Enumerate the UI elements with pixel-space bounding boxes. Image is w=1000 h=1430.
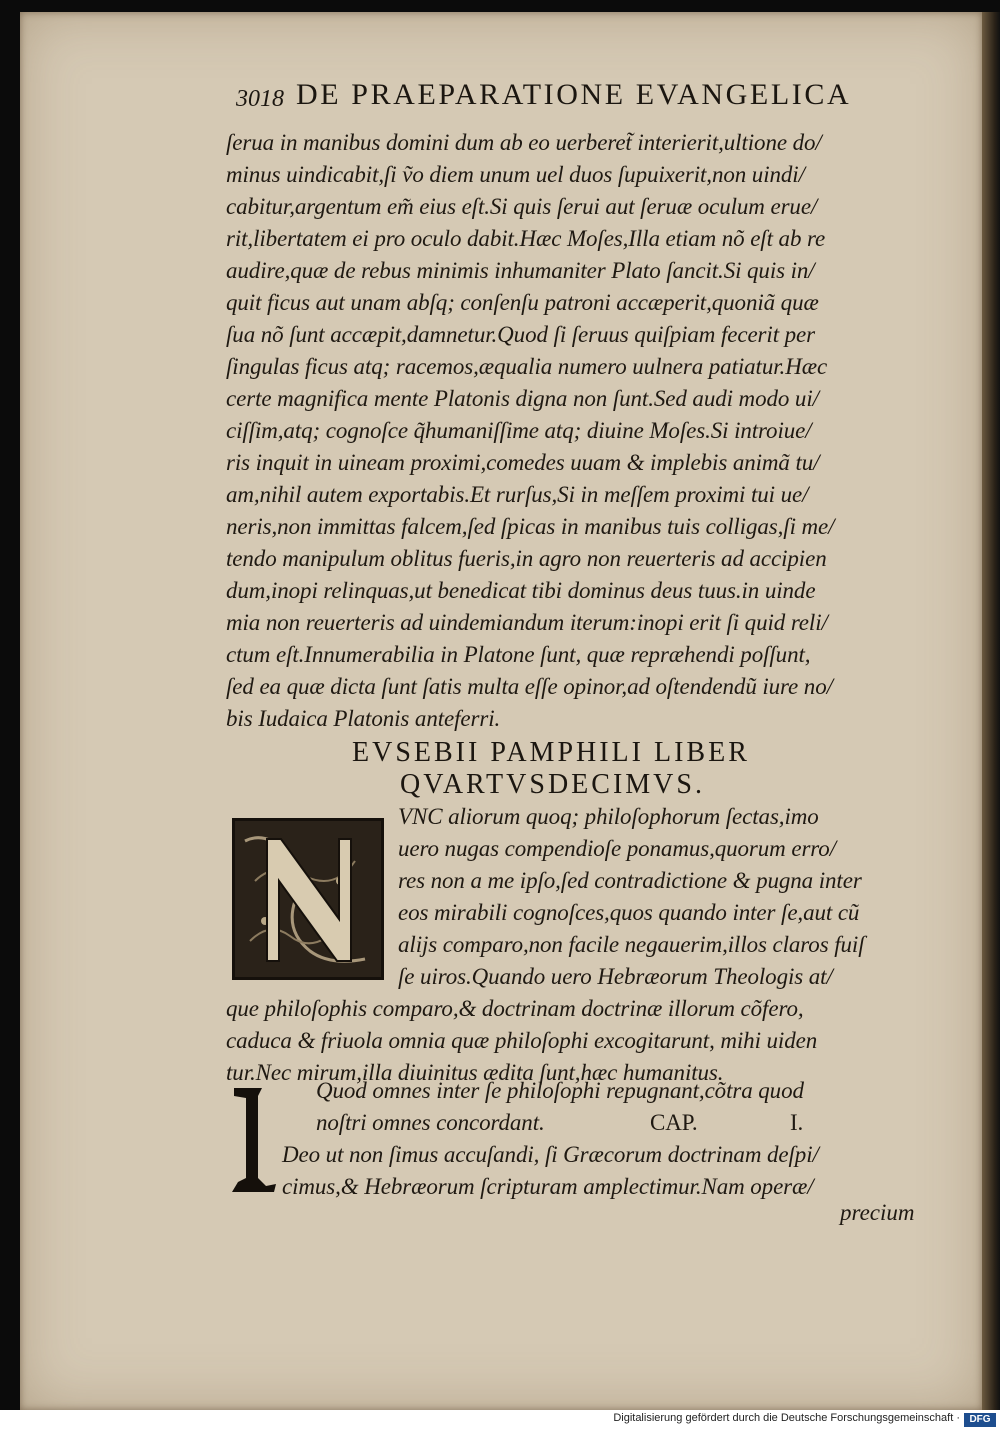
intro-line: que philoſophis comparo,& doctrinam doctrinæ illorum cõfero, bbox=[226, 996, 804, 1021]
body-line: mia non reuerteris ad uindemiandum iterum:inopi erit ſi quid reli/ bbox=[226, 610, 828, 635]
catchword: precium bbox=[840, 1200, 915, 1225]
body-line: certe magnifica mente Platonis digna non ſunt.Sed audi modo ui/ bbox=[226, 386, 819, 411]
dfg-logo: DFG bbox=[964, 1413, 996, 1427]
chapter-initial-i bbox=[228, 1082, 282, 1194]
book-heading-line1: EVSEBII PAMPHILI LIBER bbox=[352, 737, 750, 768]
intro-line: caduca & friuola omnia quæ philoſophi excogitarunt, mihi uiden bbox=[226, 1028, 818, 1053]
chapter-text-line: Deo ut non ſimus accuſandi, ſi Græcorum doctrinam deſpi/ bbox=[282, 1142, 819, 1167]
body-line: tendo manipulum oblitus fueris,in agro non reuerteris ad accipien bbox=[226, 546, 827, 571]
body-line: ris inquit in uineam proximi,comedes uuam & implebis animã tu/ bbox=[226, 450, 820, 475]
body-line: cabitur,argentum em̃ eius eſt.Si quis ſerui aut ſeruæ oculum erue/ bbox=[226, 194, 818, 219]
body-line: rit,libertatem ei pro oculo dabit.Hæc Moſes,Illa etiam nõ eſt ab re bbox=[226, 226, 826, 251]
funding-credit: Digitalisierung gefördert durch die Deutsche Forschungsgemeinschaft · bbox=[613, 1412, 960, 1424]
chapter-number: I. bbox=[790, 1110, 804, 1135]
running-title: DE PRAEPARATIONE EVANGELICA bbox=[296, 78, 852, 111]
page-edge-shadow bbox=[982, 12, 1000, 1410]
body-line: quit ficus aut unam abſq; conſenſu patroni accæperit,quoniã quæ bbox=[226, 290, 819, 315]
body-line: minus uindicabit,ſi ṽo diem unum uel duos ſupuixerit,non uindi/ bbox=[226, 162, 805, 187]
body-line: ſerua in manibus domini dum ab eo uerberet̃ interierit,ultione do/ bbox=[226, 130, 822, 155]
intro-line: eos mirabili cognoſces,quos quando inter ſe,aut cũ bbox=[398, 900, 860, 925]
body-line: audire,quæ de rebus minimis inhumaniter Plato ſancit.Si quis in/ bbox=[226, 258, 815, 283]
intro-line: alijs comparo,non facile negauerim,illos claros fuiſ bbox=[398, 932, 865, 957]
ornamental-initial-n bbox=[232, 818, 384, 980]
body-line: bis Iudaica Platonis anteferri. bbox=[226, 706, 501, 731]
intro-line: tur.Nec mirum,illa diuinitus ædita ſunt,hæc humanitus. bbox=[226, 1060, 724, 1085]
chapter-text-line: cimus,& Hebræorum ſcripturam amplectimur.Nam operæ/ bbox=[282, 1174, 814, 1199]
running-head bbox=[236, 78, 936, 118]
body-line: ſed ea quæ dicta ſunt ſatis multa eſſe opinor,ad oſtendendũ iure no/ bbox=[226, 674, 833, 699]
chapter-heading-line2: noſtri omnes concordant. bbox=[316, 1110, 545, 1135]
body-line: am,nihil autem exportabis.Et rurſus,Si in meſſem proximi tui ue/ bbox=[226, 482, 809, 507]
body-line: dum,inopi relinquas,ut benedicat tibi dominus deus tuus.in uinde bbox=[226, 578, 816, 603]
intro-line: VNC aliorum quoq; philoſophorum ſectas,imo bbox=[398, 804, 819, 829]
intro-line: res non a me ipſo,ſed contradictione & pugna inter bbox=[398, 868, 862, 893]
body-line: ſingulas ficus atq; racemos,æqualia numero uulnera patiatur.Hæc bbox=[226, 354, 828, 379]
chapter-label: CAP. bbox=[650, 1110, 698, 1135]
chapter-heading-line1: Quod omnes inter ſe philoſophi repugnant,cõtra quod bbox=[316, 1078, 804, 1103]
digitization-footer bbox=[0, 1410, 1000, 1430]
body-line: ctum eſt.Innumerabilia in Platone ſunt, quæ repræhendi poſſunt, bbox=[226, 642, 811, 667]
intro-line: ſe uiros.Quando uero Hebræorum Theologis at/ bbox=[398, 964, 833, 989]
intro-line: uero nugas compendioſe ponamus,quorum erro/ bbox=[398, 836, 836, 861]
folio-number: 3018 bbox=[236, 86, 284, 112]
body-line: neris,non immittas falcem,ſed ſpicas in manibus tuis colligas,ſi me/ bbox=[226, 514, 835, 539]
body-line: ſua nõ ſunt accæpit,damnetur.Quod ſi ſeruus quiſpiam fecerit per bbox=[226, 322, 815, 347]
book-heading-line2: QVARTVSDECIMVS. bbox=[400, 769, 705, 800]
body-line: ciſſim,atq; cognoſce q̃humaniſſime atq; diuine Moſes.Si introiue/ bbox=[226, 418, 812, 443]
